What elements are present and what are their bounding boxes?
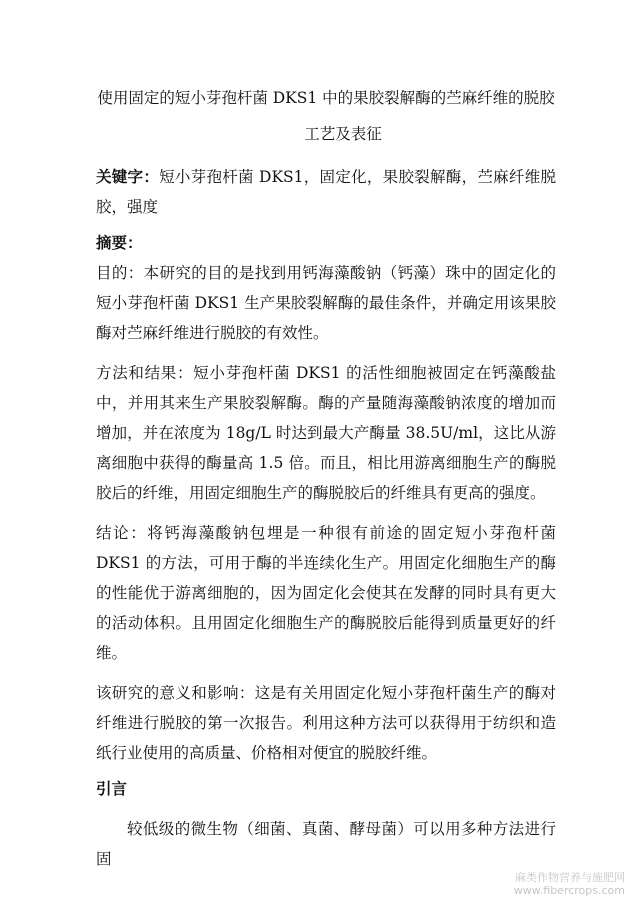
abstract-objective: 目的：本研究的目的是找到用钙海藻酸钠（钙藻）珠中的固定化的短小芽孢杆菌 DKS1 生产果胶裂解酶的最佳条件，并确定用该果胶酶对苎麻纤维进行脱胶的有效性。 — [96, 264, 556, 342]
abstract-methods: 方法和结果：短小芽孢杆菌 DKS1 的活性细胞被固定在钙藻酸盐中，并用其来生产果胶裂解酶。酶的产量随海藻酸钠浓度的增加而增加，并在浓度为 18g/L 时达到最大产酶量 38.5U/ml，这比从游离细胞中获得的酶量高 1.5 倍。而且，相比用游离细胞生产的酶脱胶后的纤维，用固定细胞生产的酶脱胶后的纤维具有更高的强度。 — [96, 364, 556, 502]
intro-text: 较低级的微生物（细菌、真菌、酵母菌）可以用多种方法进行固 — [96, 820, 556, 868]
title-line-2: 工艺及表征 — [304, 125, 382, 143]
site-watermark — [514, 871, 625, 897]
document-page — [96, 80, 556, 874]
abstract-heading: 摘要： — [96, 234, 143, 252]
watermark-line-1: 麻类作物营养与施肥网 — [515, 871, 625, 884]
paper-title — [96, 80, 556, 152]
intro-heading: 引言 — [96, 780, 128, 798]
abstract-significance: 该研究的意义和影响：这是有关用固定化短小芽孢杆菌生产的酶对纤维进行脱胶的第一次报告。利用这种方法可以获得用于纺织和造纸行业使用的高质量、价格相对便宜的脱胶纤维。 — [96, 684, 556, 762]
keywords — [96, 162, 556, 222]
title-line-1: 使用固定的短小芽孢杆菌 DKS1 中的果胶裂解酶的苎麻纤维的脱胶 — [97, 89, 555, 107]
watermark-line-2: www.fibercrops.com — [513, 884, 625, 897]
keywords-label: 关键字： — [96, 168, 160, 186]
abstract-conclusion: 结论：将钙海藻酸钠包埋是一种很有前途的固定短小芽孢杆菌 DKS1 的方法，可用于酶的半连续化生产。用固定化细胞生产的酶的性能优于游离细胞的，因为固定化会使其在发酵的同时具有更大的活动体积。且用固定化细胞生产的酶脱胶后能得到质量更好的纤维。 — [96, 524, 556, 662]
keywords-text: 短小芽孢杆菌 DKS1，固定化，果胶裂解酶，苎麻纤维脱胶，强度 — [96, 168, 556, 216]
